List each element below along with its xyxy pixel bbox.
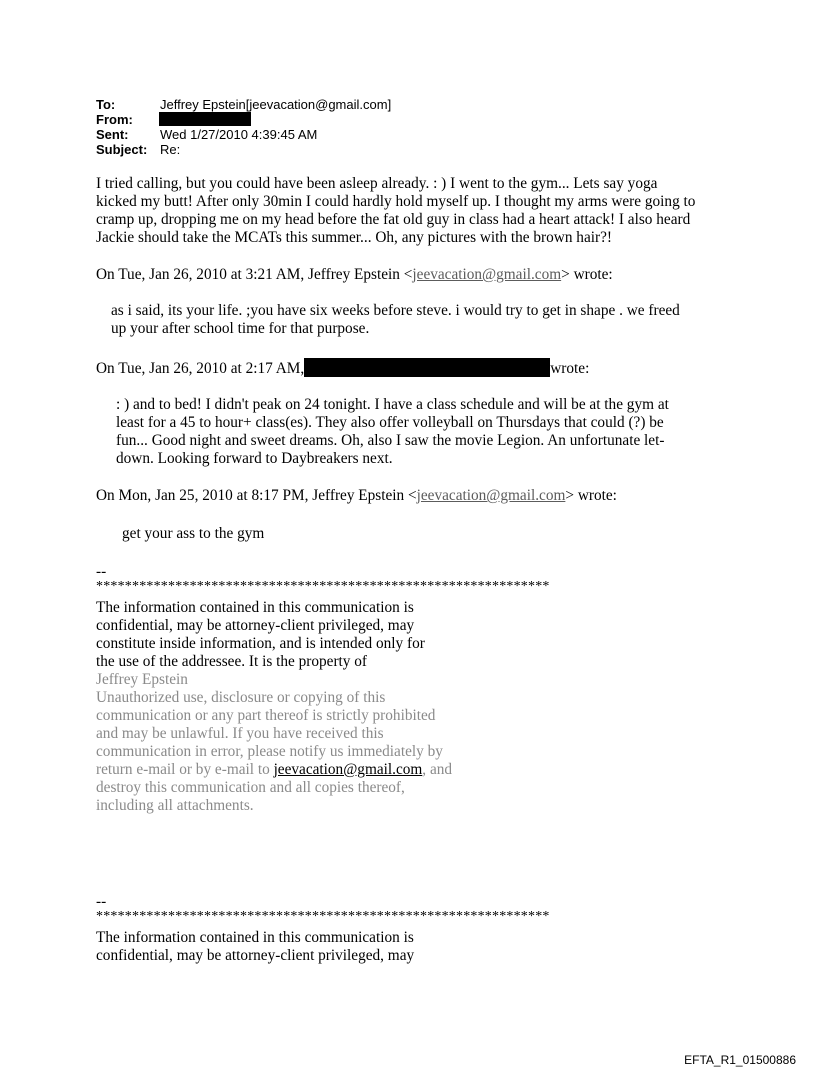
disclaimer-return-line	[96, 761, 452, 779]
sent-value: Wed 1/27/2010 4:39:45 AM	[160, 127, 318, 142]
quote2-line: : ) and to bed! I didn't peak on 24 tonight. I have a class schedule and will be at the gym at	[116, 396, 669, 413]
sent-row	[96, 127, 391, 142]
email-header	[96, 97, 391, 157]
disclaimer-line: confidential, may be attorney-client privileged, may	[96, 617, 415, 634]
from-redaction-box	[159, 112, 251, 126]
quote2-prefix: On Tue, Jan 26, 2010 at 2:17 AM,	[96, 360, 305, 377]
quote2-line: down. Looking forward to Daybreakers next.	[116, 450, 393, 467]
disclaimer2-body	[96, 929, 414, 965]
quote1-prefix: On Tue, Jan 26, 2010 at 3:21 AM, Jeffrey Epstein <	[96, 266, 413, 283]
quote1-suffix: > wrote:	[561, 266, 613, 283]
to-row	[96, 97, 391, 112]
to-label: To:	[96, 97, 116, 112]
disclaimer-gray-line: and may be unlawful. If you have received this	[96, 725, 384, 742]
return-prefix: return e-mail or by e-mail to	[96, 761, 274, 778]
quote1-line: as i said, its your life. ;you have six weeks before steve. i would try to get in shape . we freed	[111, 302, 680, 319]
quote3-prefix: On Mon, Jan 25, 2010 at 8:17 PM, Jeffrey Epstein <	[96, 487, 417, 504]
quote2-body	[116, 396, 669, 468]
quote3-suffix: > wrote:	[565, 487, 617, 504]
disclaimer-stars: ***************************************************************	[96, 579, 550, 594]
return-suffix: , and	[422, 761, 453, 778]
disclaimer2-line: confidential, may be attorney-client privileged, may	[96, 947, 415, 964]
disclaimer-gray-line: communication in error, please notify us immediately by	[96, 743, 443, 760]
disclaimer-email-link[interactable]: jeevacation@gmail.com	[273, 761, 423, 778]
subject-label: Subject:	[96, 142, 148, 157]
from-row	[96, 112, 391, 127]
quote1-attribution	[96, 266, 613, 284]
quote2-suffix: wrote:	[550, 360, 590, 377]
quote1-line: up your after school time for that purpose.	[111, 320, 370, 337]
disclaimer-line: constitute inside information, and is intended only for	[96, 635, 425, 652]
quote1-body	[111, 302, 680, 338]
subject-value: Re:	[160, 142, 181, 157]
sent-label: Sent:	[96, 127, 129, 142]
message-line: Jackie should take the MCATs this summer... Oh, any pictures with the brown hair?!	[96, 229, 612, 246]
quote3-attribution	[96, 487, 617, 505]
disclaimer-line: The information contained in this communication is	[96, 599, 414, 616]
from-label: From:	[96, 112, 133, 127]
to-value: Jeffrey Epstein[jeevacation@gmail.com]	[160, 97, 392, 112]
disclaimer2-line: The information contained in this communication is	[96, 929, 414, 946]
signature-dashes: --	[96, 563, 107, 580]
disclaimer-gray-line: Unauthorized use, disclosure or copying of this	[96, 689, 386, 706]
disclaimer-gray-line: Jeffrey Epstein	[96, 671, 188, 688]
message-line: kicked my butt! After only 30min I could hardly hold myself up. I thought my arms were going to	[96, 193, 696, 210]
quote1-email-link[interactable]: jeevacation@gmail.com	[412, 266, 562, 283]
quote2-line: least for a 45 to hour+ class(es). They also offer volleyball on Thursdays that could (?) be	[116, 414, 664, 431]
message-line: I tried calling, but you could have been asleep already. : ) I went to the gym... Lets say yoga	[96, 175, 658, 192]
disclaimer1-body	[96, 599, 452, 815]
document-id: EFTA_R1_01500886	[684, 1053, 796, 1067]
quote3-line: get your ass to the gym	[122, 525, 265, 542]
disclaimer-gray-line: communication or any part thereof is strictly prohibited	[96, 707, 436, 724]
disclaimer-gray-line: destroy this communication and all copies thereof,	[96, 779, 405, 796]
quote2-line: fun... Good night and sweet dreams. Oh, also I saw the movie Legion. An unfortunate let-	[116, 432, 665, 449]
message-line: cramp up, dropping me on my head before the fat old guy in class had a heart attack! I also heard	[96, 211, 691, 228]
disclaimer-line: the use of the addressee. It is the property of	[96, 653, 368, 670]
disclaimer-gray-line: including all attachments.	[96, 797, 254, 814]
quote3-email-link[interactable]: jeevacation@gmail.com	[416, 487, 566, 504]
signature-dashes-2: --	[96, 893, 107, 910]
sender-redaction-box	[304, 358, 550, 377]
message-body	[96, 175, 736, 247]
quote2-attribution	[96, 358, 589, 378]
disclaimer-stars-2: ***************************************************************	[96, 909, 550, 924]
subject-row	[96, 142, 391, 157]
